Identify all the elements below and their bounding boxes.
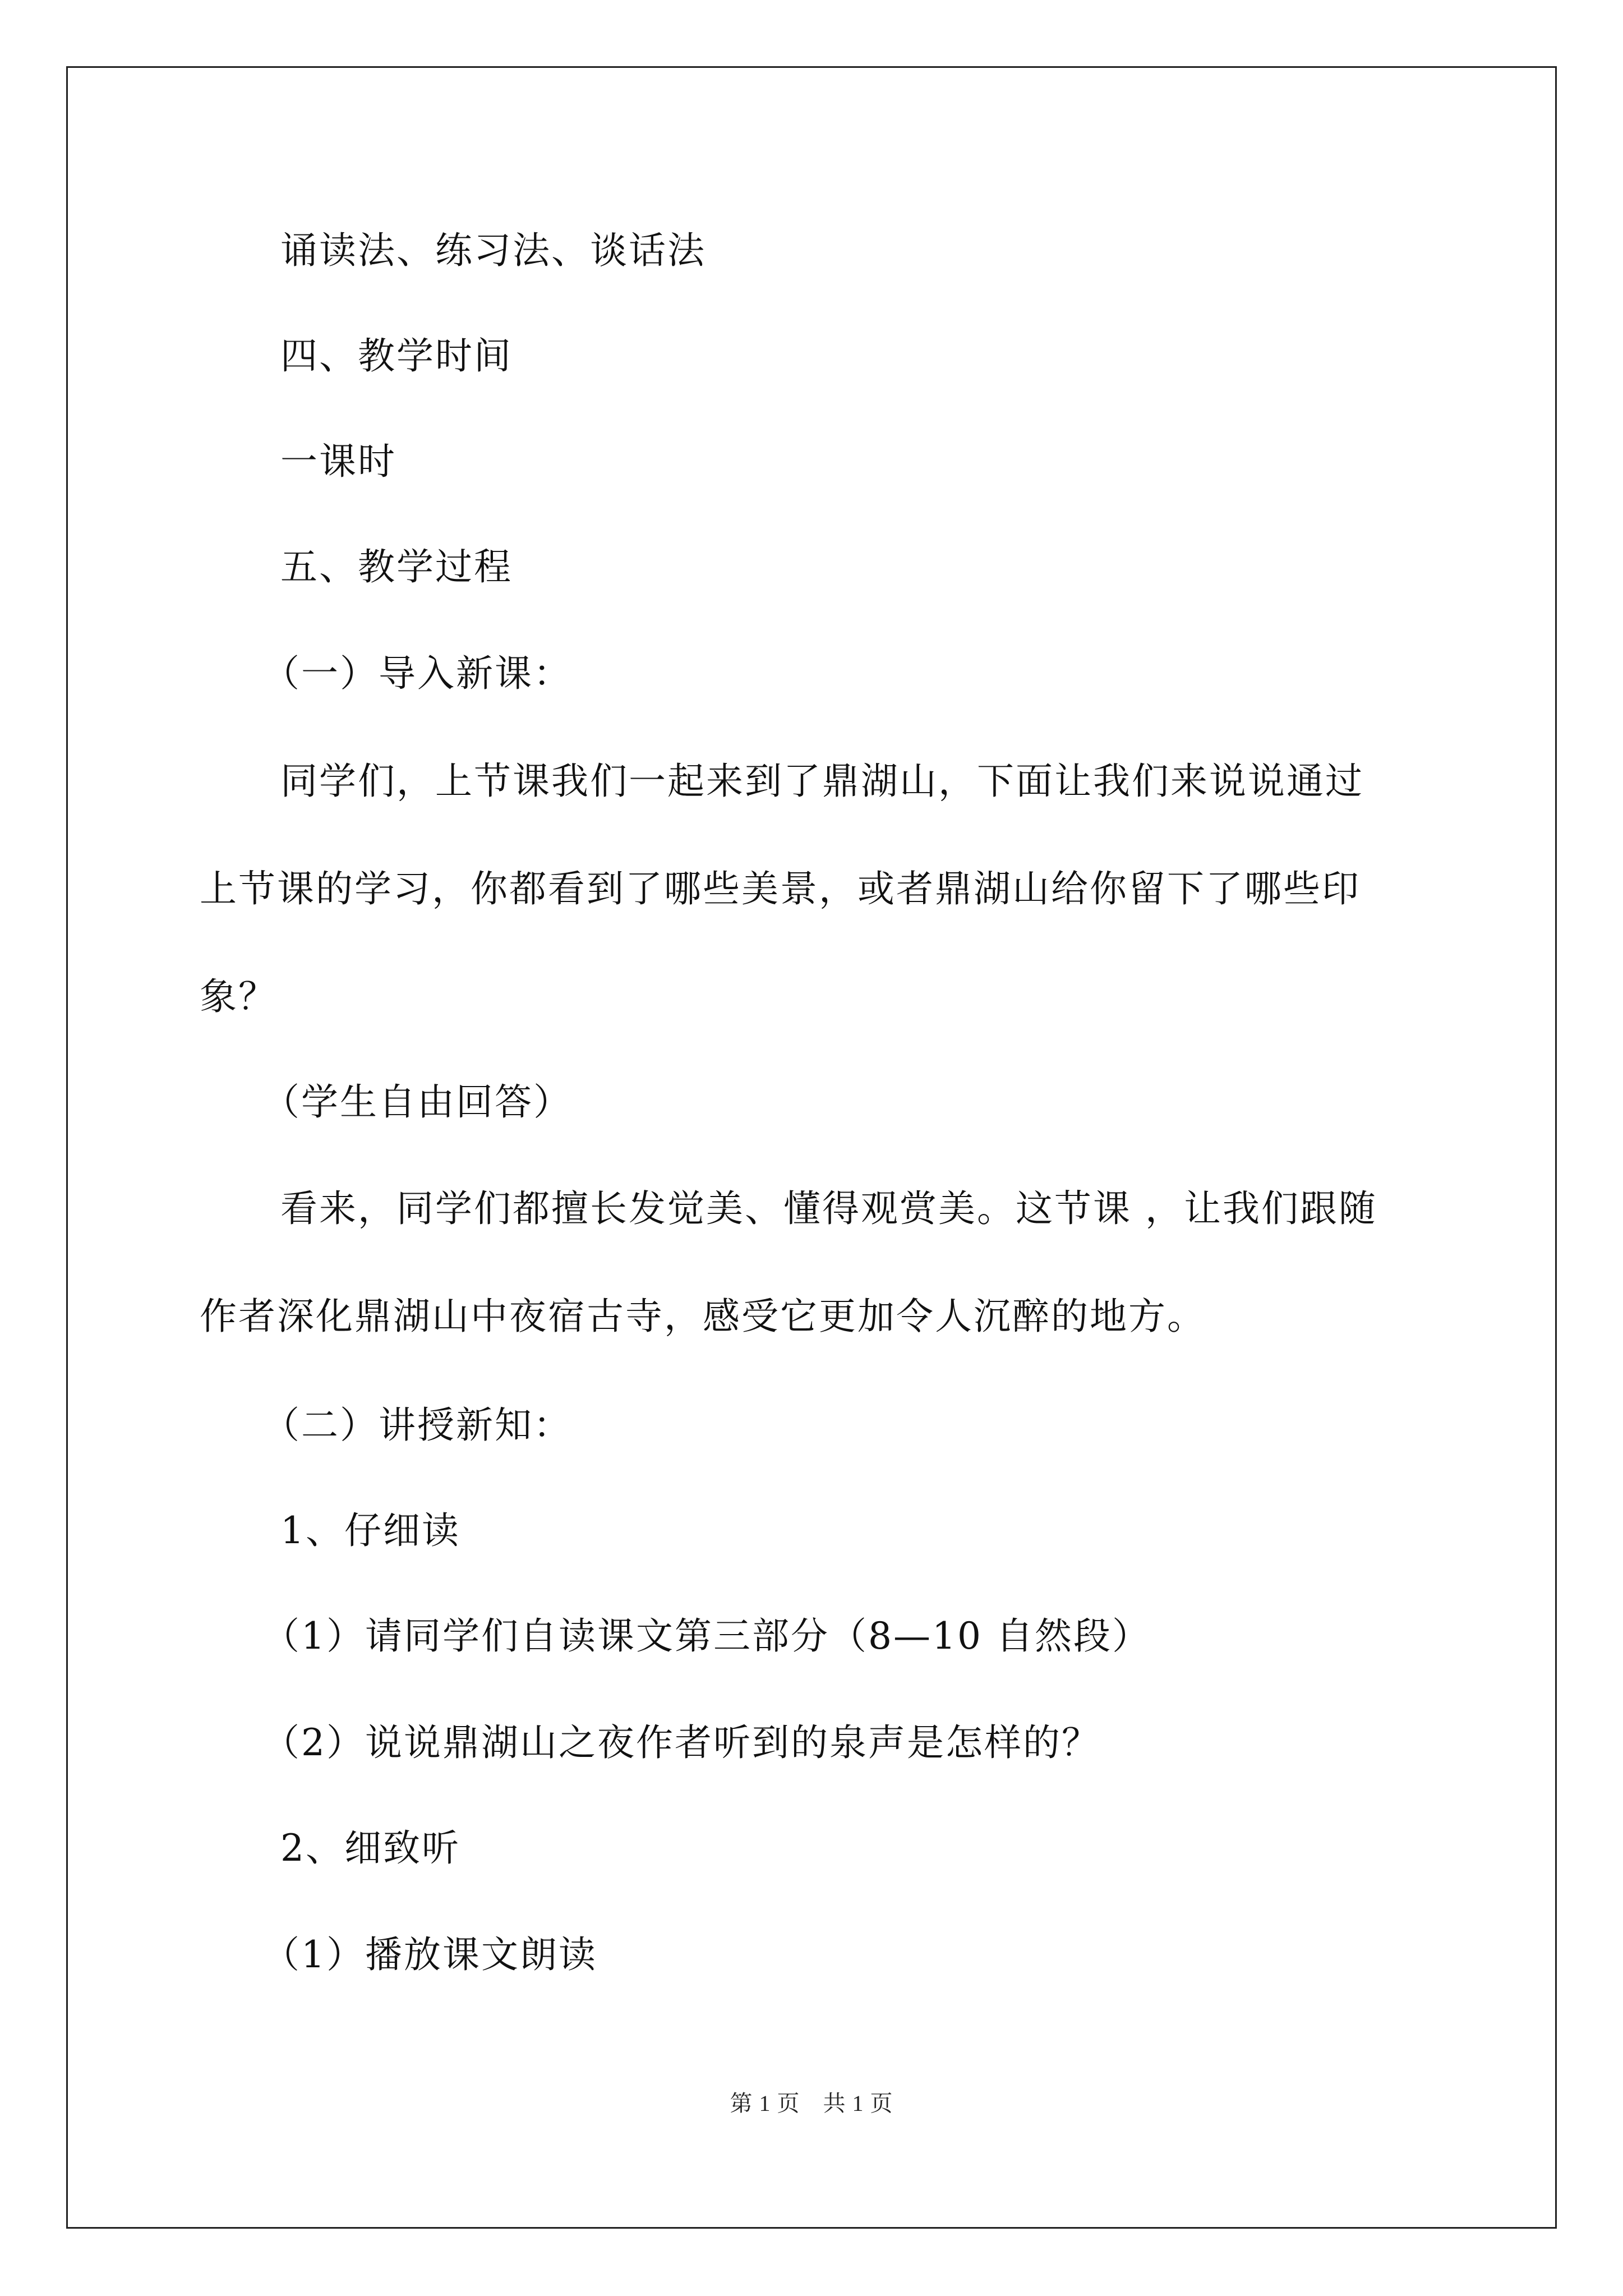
page-border xyxy=(66,66,1557,2229)
item-spring-sound-question: （2）说说鼎湖山之夜作者听到的泉声是怎样的？ xyxy=(262,1721,1100,1764)
subheading-introduction: （一）导入新课： xyxy=(262,652,572,695)
paragraph-transition-line-1: 看来，同学们都擅长发觉美、懂得观赏美。这节课 ，让我们跟随 xyxy=(280,1187,1377,1230)
item-careful-reading: 1、仔细读 xyxy=(280,1509,460,1552)
subheading-new-knowledge: （二）讲授新知： xyxy=(262,1404,572,1447)
paragraph-student-answer: （学生自由回答） xyxy=(262,1080,572,1124)
paragraph-teaching-methods: 诵读法、练习法、谈话法 xyxy=(280,229,706,272)
item-self-reading: （1）请同学们自读课文第三部分（8—10 自然段） xyxy=(262,1614,1151,1658)
item-careful-listening: 2、细致听 xyxy=(280,1826,460,1870)
paragraph-intro-line-1: 同学们，上节课我们一起来到了鼎湖山，下面让我们来说说通过 xyxy=(280,760,1364,803)
heading-teaching-process: 五、教学过程 xyxy=(280,545,513,588)
paragraph-intro-line-2: 上节课的学习，你都看到了哪些美景，或者鼎湖山给你留下了哪些印 xyxy=(200,867,1361,910)
heading-teaching-time: 四、教学时间 xyxy=(280,334,513,378)
page-number-footer: 第 1 页 共 1 页 xyxy=(730,2091,893,2116)
paragraph-transition-line-2: 作者深化鼎湖山中夜宿古寺，感受它更加令人沉醉的地方。 xyxy=(200,1295,1206,1338)
paragraph-intro-line-3: 象？ xyxy=(200,975,277,1018)
paragraph-one-lesson: 一课时 xyxy=(280,440,396,483)
item-play-recording: （1）播放课文朗读 xyxy=(262,1933,597,1976)
